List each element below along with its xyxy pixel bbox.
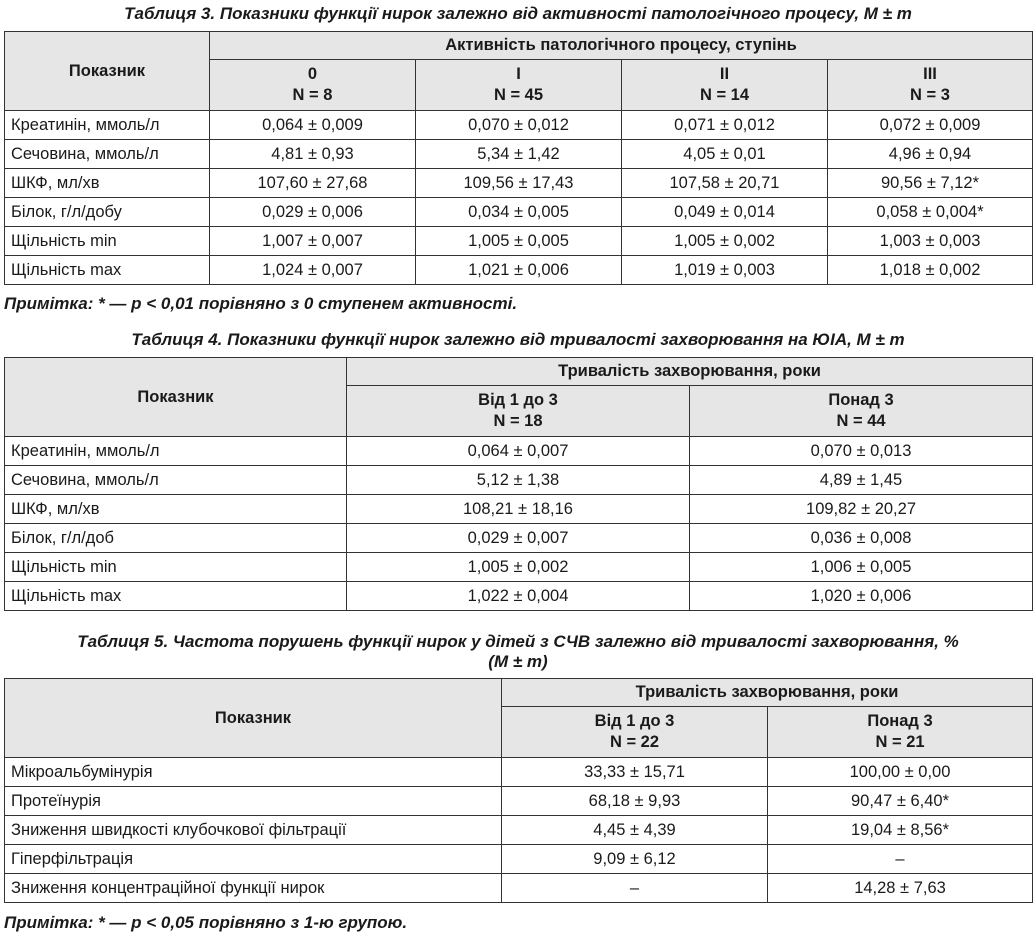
- cell: 4,05 ± 0,01: [622, 140, 828, 169]
- table-row: [5, 553, 1033, 582]
- cell: 33,33 ± 15,71: [502, 758, 768, 787]
- table-row: [5, 466, 1033, 495]
- row-label: Креатинін, ммоль/л: [5, 111, 210, 140]
- table3-col-header: I N = 45: [416, 60, 622, 111]
- cell: 1,005 ± 0,002: [347, 553, 690, 582]
- cell: 1,022 ± 0,004: [347, 582, 690, 611]
- table5-header-group: Тривалість захворювання, роки: [502, 679, 1033, 707]
- table-row: [5, 582, 1033, 611]
- table-row: [5, 787, 1033, 816]
- cell: 0,072 ± 0,009: [828, 111, 1033, 140]
- cell: 0,070 ± 0,013: [690, 437, 1033, 466]
- cell: 5,12 ± 1,38: [347, 466, 690, 495]
- cell: 4,96 ± 0,94: [828, 140, 1033, 169]
- row-label: Сечовина, ммоль/л: [5, 466, 347, 495]
- table-row: [5, 874, 1033, 903]
- cell: 5,34 ± 1,42: [416, 140, 622, 169]
- cell: 1,024 ± 0,007: [210, 256, 416, 285]
- table4-col-header: Від 1 до 3 N = 18: [347, 386, 690, 437]
- cell: 90,47 ± 6,40*: [768, 787, 1033, 816]
- row-label: Зниження концентраційної функції нирок: [5, 874, 502, 903]
- row-label: Сечовина, ммоль/л: [5, 140, 210, 169]
- table4-caption: Таблиця 4. Показники функції нирок залежно від тривалості захворювання на ЮІА, M ± m: [131, 330, 905, 349]
- cell: –: [768, 845, 1033, 874]
- table-row: [5, 169, 1033, 198]
- cell: 1,006 ± 0,005: [690, 553, 1033, 582]
- cell: 1,007 ± 0,007: [210, 227, 416, 256]
- table-row: [5, 111, 1033, 140]
- cell: 100,00 ± 0,00: [768, 758, 1033, 787]
- table-row: [5, 758, 1033, 787]
- table5-col-header: Понад 3 N = 21: [768, 707, 1033, 758]
- table-row: [5, 845, 1033, 874]
- row-label: Протеїнурія: [5, 787, 502, 816]
- table4-header-indicator: Показник: [5, 358, 347, 437]
- row-label: Креатинін, ммоль/л: [5, 437, 347, 466]
- table-row: [5, 524, 1033, 553]
- cell: 0,064 ± 0,009: [210, 111, 416, 140]
- cell: 1,003 ± 0,003: [828, 227, 1033, 256]
- table4-col-header: Понад 3 N = 44: [690, 386, 1033, 437]
- row-label: ШКФ, мл/хв: [5, 495, 347, 524]
- cell: 1,018 ± 0,002: [828, 256, 1033, 285]
- table3-col-header: III N = 3: [828, 60, 1033, 111]
- row-label: Щільність min: [5, 553, 347, 582]
- cell: 1,005 ± 0,002: [622, 227, 828, 256]
- cell: 107,60 ± 27,68: [210, 169, 416, 198]
- table3-caption: Таблиця 3. Показники функції нирок залежно від активності патологічного процесу, M ± m: [124, 4, 912, 23]
- table-row: [5, 198, 1033, 227]
- row-label: ШКФ, мл/хв: [5, 169, 210, 198]
- row-label: Щільність max: [5, 582, 347, 611]
- table5: [4, 678, 1033, 903]
- cell: 4,45 ± 4,39: [502, 816, 768, 845]
- cell: 0,071 ± 0,012: [622, 111, 828, 140]
- table5-note: Примітка: * — p < 0,05 порівняно з 1-ю групою.: [4, 913, 408, 932]
- cell: 4,81 ± 0,93: [210, 140, 416, 169]
- cell: 1,021 ± 0,006: [416, 256, 622, 285]
- table3: [4, 31, 1033, 285]
- cell: 1,020 ± 0,006: [690, 582, 1033, 611]
- cell: 14,28 ± 7,63: [768, 874, 1033, 903]
- cell: –: [502, 874, 768, 903]
- table-row: [5, 437, 1033, 466]
- cell: 0,029 ± 0,006: [210, 198, 416, 227]
- cell: 0,029 ± 0,007: [347, 524, 690, 553]
- cell: 1,005 ± 0,005: [416, 227, 622, 256]
- row-label: Гіперфільтрація: [5, 845, 502, 874]
- cell: 68,18 ± 9,93: [502, 787, 768, 816]
- cell: 90,56 ± 7,12*: [828, 169, 1033, 198]
- table-row: [5, 256, 1033, 285]
- cell: 109,56 ± 17,43: [416, 169, 622, 198]
- cell: 109,82 ± 20,27: [690, 495, 1033, 524]
- table3-col-header: 0 N = 8: [210, 60, 416, 111]
- table4-header-group: Тривалість захворювання, роки: [347, 358, 1033, 386]
- table5-header-indicator: Показник: [5, 679, 502, 758]
- cell: 0,058 ± 0,004*: [828, 198, 1033, 227]
- table-row: [5, 140, 1033, 169]
- table-row: [5, 816, 1033, 845]
- cell: 0,070 ± 0,012: [416, 111, 622, 140]
- row-label: Зниження швидкості клубочкової фільтрації: [5, 816, 502, 845]
- table5-caption-line1: Таблиця 5. Частота порушень функції нирок у дітей з СЧВ залежно від тривалості захворювання, %: [77, 632, 959, 651]
- table-row: [5, 495, 1033, 524]
- cell: 0,036 ± 0,008: [690, 524, 1033, 553]
- table5-caption-line2: (M ± m): [488, 652, 548, 671]
- row-label: Щільність min: [5, 227, 210, 256]
- cell: 107,58 ± 20,71: [622, 169, 828, 198]
- cell: 9,09 ± 6,12: [502, 845, 768, 874]
- row-label: Білок, г/л/доб: [5, 524, 347, 553]
- row-label: Білок, г/л/добу: [5, 198, 210, 227]
- cell: 0,064 ± 0,007: [347, 437, 690, 466]
- table5-col-header: Від 1 до 3 N = 22: [502, 707, 768, 758]
- cell: 19,04 ± 8,56*: [768, 816, 1033, 845]
- table-row: [5, 227, 1033, 256]
- row-label: Мікроальбумінурія: [5, 758, 502, 787]
- table3-note: Примітка: * — p < 0,01 порівняно з 0 ступенем активності.: [4, 294, 518, 313]
- cell: 0,049 ± 0,014: [622, 198, 828, 227]
- table3-header-group: Активність патологічного процесу, ступінь: [210, 32, 1033, 60]
- cell: 0,034 ± 0,005: [416, 198, 622, 227]
- cell: 4,89 ± 1,45: [690, 466, 1033, 495]
- table4: [4, 357, 1033, 611]
- cell: 108,21 ± 18,16: [347, 495, 690, 524]
- table3-header-indicator: Показник: [5, 32, 210, 111]
- table3-col-header: II N = 14: [622, 60, 828, 111]
- row-label: Щільність max: [5, 256, 210, 285]
- cell: 1,019 ± 0,003: [622, 256, 828, 285]
